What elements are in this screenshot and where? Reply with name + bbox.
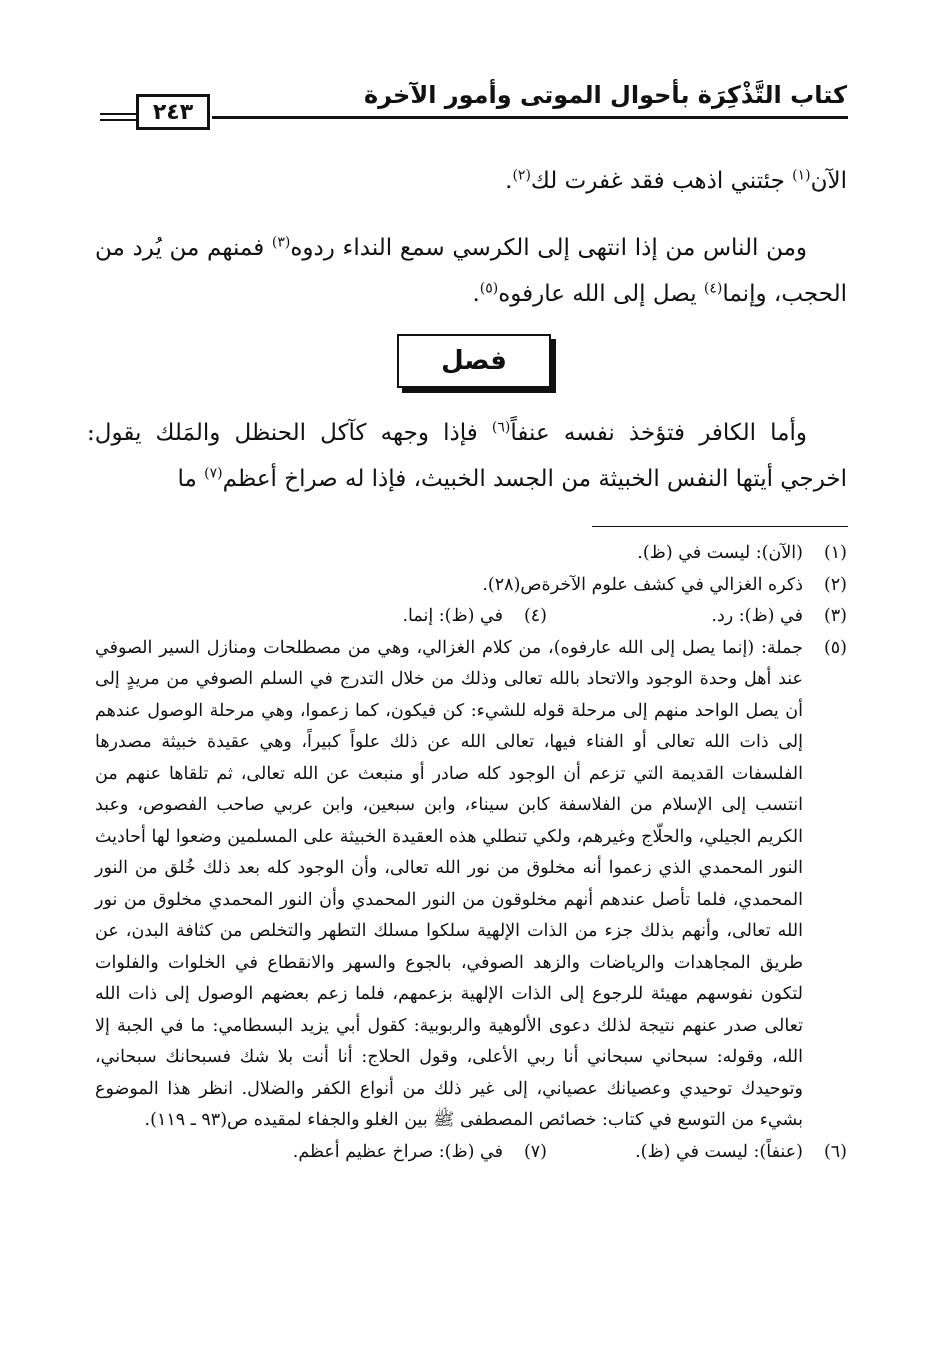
footnote-3 (547, 601, 847, 633)
text-run: وأما الكافر فتؤخذ نفسه عنفاً (510, 420, 808, 446)
text-run: ما (177, 466, 205, 492)
page-number: ٢٤٣ (136, 94, 210, 130)
footnote-number: (٧) (523, 1141, 547, 1162)
footnote-text: (الآن): ليست في (ظ). (637, 543, 803, 563)
text-run: ومن الناس من إذا انتهى إلى الكرسي سمع النداء ردوه (290, 235, 807, 261)
footnote-text: (عنفاً): ليست في (ظ). (635, 1141, 803, 1162)
footnote-number: (٥) (823, 637, 847, 658)
text-run: فإذا وجهه كآكل الحنظل والمَلك يقول: اخرجي أيتها النفس الخبيثة من الجسد الخبيث، فإذا له صراخ أعظم (87, 420, 847, 492)
footnote-ref-3: (٣) (271, 234, 291, 251)
footnote-number: (٣) (823, 606, 847, 626)
header-rule (100, 113, 136, 115)
footnote-6 (547, 1137, 847, 1169)
footnote-number: (١) (823, 543, 847, 563)
text-run: . (505, 168, 513, 194)
footnote-text: في (ظ): رد. (711, 606, 803, 626)
footnotes (95, 538, 847, 1168)
text-run: فمنهم من يُرد من الحجب، وإنما (95, 235, 847, 307)
running-title: كتاب التَّذْكِرَة بأحوال الموتى وأمور الآخرة (363, 81, 847, 109)
footnote-row-3-4 (95, 601, 847, 633)
section-heading: فصل (397, 334, 551, 388)
paragraph-2 (95, 225, 847, 317)
footnote-ref-1: (١) (792, 167, 811, 184)
footnote-1 (95, 538, 847, 570)
footnote-separator (592, 526, 848, 527)
header-rule (212, 116, 848, 119)
footnote-number: (٢) (823, 574, 847, 595)
header-rule (100, 119, 136, 121)
footnote-ref-4: (٤) (703, 280, 723, 297)
paragraph-3 (87, 410, 847, 502)
text-run: الآن (810, 168, 847, 194)
footnote-text: جملة: (إنما يصل إلى الله عارفوه)، من كلام الغزالي، وهي من مصطلحات ومنازل السير الصوفي عند أهل وحدة الوجود والاتحاد بالله تعالى وذلك من خلال التدرج في السلم الصوفي من مريدٍ إلى أن يصل الواحد منهم إلى مرحلة قوله للشيء: كن فيكون، كما زعموا، وهي مرحلة الوصول عندهم إلى ذات الله تعالى أو الفناء فيها، تعالى الله عن ذلك علواً كبيراً، وهي عقيدة خبيثة مصدرها الفلسفات القديمة التي تزعم أن الوجود كله صادر أو منبعث عن الله تعالى، ثم تلقاها عنهم من انتسب إلى الإسلام من الفلاسفة كابن سيناء، وابن سبعين، وابن عربي صاحب الفصوص، وعبد الكريم الجيلي، والحلّاج وغيرهم، ولكي تنطلي هذه العقيدة الخبيثة على المسلمين وضعوا لها أحاديث النور المحمدي الذي زعموا أنه مخلوق من نور الله تعالى، وأن الوجود كله بعد ذلك خُلق من النور المحمدي، فلما تأصل عندهم أنهم مخلوقون من النور المحمدي وأن النور المحمدي مخلوق من نور الله تعالى، وأنهم بذلك جزء من الذات الإلهية سلكوا مسلك التطهر والتخلص من كثافة البدن، عن طريق المجاهدات والرياضات والزهد الصوفي، بالجوع والسهر والانقطاع في الخلوات والفلوات لتكون نفوسهم مهيئة للرجوع إلى الذات الإلهية بزعمهم، فلما زعم بعضهم الوصول إلى ذات الله تعالى صدر عنهم نتيجة لذلك دعوى الألوهية والربوبية: كقول أبي يزيد البسطامي: ما في الجبة إلا الله، وقوله: سبحاني سبحاني أنا ربي الأعلى، وقول الحلاج: أنا أنت بلا شك فسبحانك سبحاني، وتوحيدك توحيدي وعصيانك عصياني، إلى غير ذلك من أنواع الكفر والضلال. انظر هذا الموضوع بشيء من التوسع في كتاب: خصائص المصطفى ﷺ بين الغلو والجفاء لمقيده ص(٩٣ ـ ١١٩). (95, 637, 803, 1130)
text-run: يصل إلى الله عارفوه (498, 281, 704, 307)
text-run: . (472, 281, 480, 307)
footnote-5 (95, 633, 847, 1137)
footnote-row-6-7 (95, 1137, 847, 1169)
footnote-ref-5: (٥) (479, 280, 499, 297)
footnote-number: (٤) (523, 606, 547, 626)
footnote-text: ذكره الغزالي في كشف علوم الآخرةص(٢٨). (482, 574, 803, 595)
footnote-ref-6: (٦) (491, 419, 511, 436)
footnote-text: في (ظ): إنما. (402, 606, 503, 626)
footnote-7 (247, 1137, 547, 1169)
footnote-ref-7: (٧) (204, 465, 223, 482)
paragraph-1 (95, 158, 847, 204)
footnote-ref-2: (٢) (512, 167, 531, 184)
footnote-text: في (ظ): صراخ عظيم أعظم. (292, 1141, 503, 1162)
text-run: جئتني اذهب فقد غفرت لك (530, 168, 793, 194)
footnote-4 (247, 601, 547, 633)
footnote-number: (٦) (823, 1141, 847, 1162)
footnote-2 (95, 570, 847, 602)
